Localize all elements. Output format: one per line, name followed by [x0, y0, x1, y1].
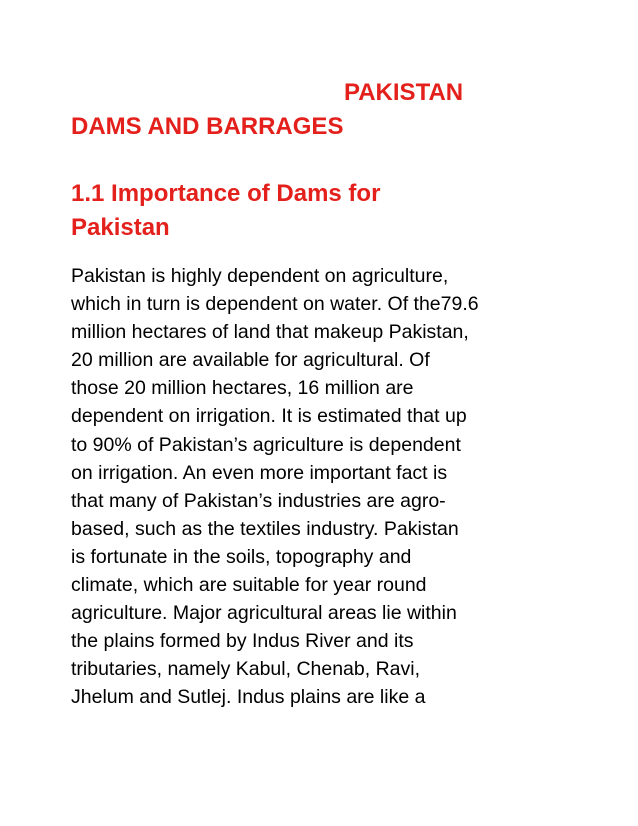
body-line: which in turn is dependent on water. Of the79.6 — [71, 293, 479, 316]
section-heading-line-2: Pakistan — [71, 214, 170, 241]
title-line-2: DAMS AND BARRAGES — [71, 113, 344, 140]
body-line: million hectares of land that makeup Pakistan, — [71, 321, 469, 344]
body-line: agriculture. Major agricultural areas lie within — [71, 602, 457, 625]
body-line: Jhelum and Sutlej. Indus plains are like a — [71, 686, 426, 709]
body-line: dependent on irrigation. It is estimated that up — [71, 405, 467, 428]
body-line: based, such as the textiles industry. Pakistan — [71, 517, 459, 540]
body-paragraph — [71, 262, 591, 712]
body-line: Pakistan is highly dependent on agriculture, — [71, 265, 449, 287]
body-line: tributaries, namely Kabul, Chenab, Ravi, — [71, 658, 421, 681]
body-line: 20 million are available for agricultural. Of — [71, 349, 430, 372]
body-line: on irrigation. An even more important fact is — [71, 461, 448, 484]
body-line: is fortunate in the soils, topography and — [71, 545, 412, 568]
title-line-1: PAKISTAN — [344, 79, 464, 106]
body-line: climate, which are suitable for year round — [71, 574, 427, 597]
section-heading-line-1: 1.1 Importance of Dams for — [71, 180, 381, 207]
body-line: the plains formed by Indus River and its — [71, 630, 414, 653]
body-line: those 20 million hectares, 16 million are — [71, 377, 414, 400]
body-line: that many of Pakistan’s industries are agro- — [71, 489, 446, 512]
body-line: to 90% of Pakistan’s agriculture is dependent — [71, 433, 461, 456]
